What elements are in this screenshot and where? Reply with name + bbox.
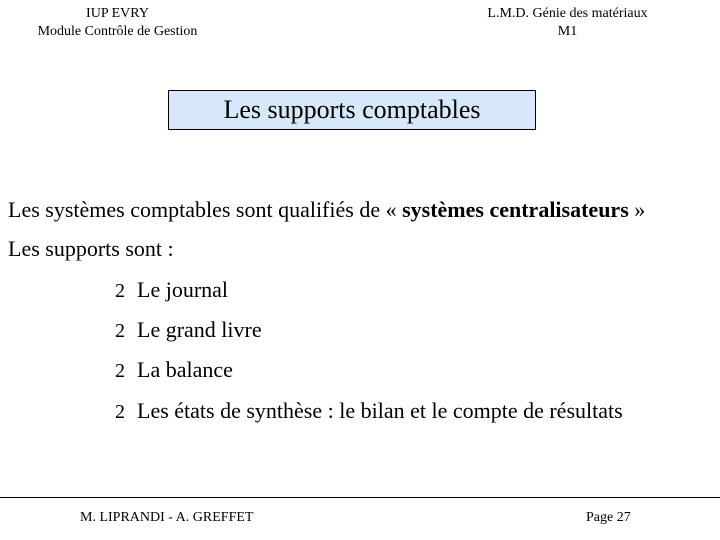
header-level: M1 xyxy=(557,24,578,39)
list-item-label: Le journal xyxy=(137,277,229,302)
bullet-icon: 2 xyxy=(115,401,125,423)
intro-suffix: » xyxy=(628,197,646,222)
list-item-label: Le grand livre xyxy=(137,317,262,342)
list-item-label: La balance xyxy=(137,357,233,382)
list-item-label: Les états de synthèse : le bilan et le compte de résultats xyxy=(137,398,623,423)
supports-heading: Les supports sont : xyxy=(8,236,174,261)
bullet-icon: 2 xyxy=(115,320,125,342)
slide-title-box xyxy=(168,90,536,130)
footer-authors: M. LIPRANDI - A. GREFFET xyxy=(80,510,254,525)
header-program: L.M.D. Génie des matériaux xyxy=(487,6,648,21)
list-item xyxy=(115,357,233,384)
intro-text xyxy=(8,197,645,223)
header-left xyxy=(20,5,215,41)
intro-emphasis: systèmes centralisateurs xyxy=(402,197,629,222)
intro-prefix: Les systèmes comptables sont qualifiés de « xyxy=(8,197,403,222)
footer-divider xyxy=(0,497,720,498)
slide-title: Les supports comptables xyxy=(223,95,481,124)
bullet-icon: 2 xyxy=(115,280,125,302)
list-item xyxy=(115,317,262,344)
header-right xyxy=(440,5,695,41)
header-module: Module Contrôle de Gestion xyxy=(37,24,198,39)
header-school: IUP EVRY xyxy=(86,6,149,21)
page-number: Page 27 xyxy=(586,510,631,525)
bullet-icon: 2 xyxy=(115,360,125,382)
list-item xyxy=(115,277,228,304)
list-item xyxy=(115,398,623,425)
